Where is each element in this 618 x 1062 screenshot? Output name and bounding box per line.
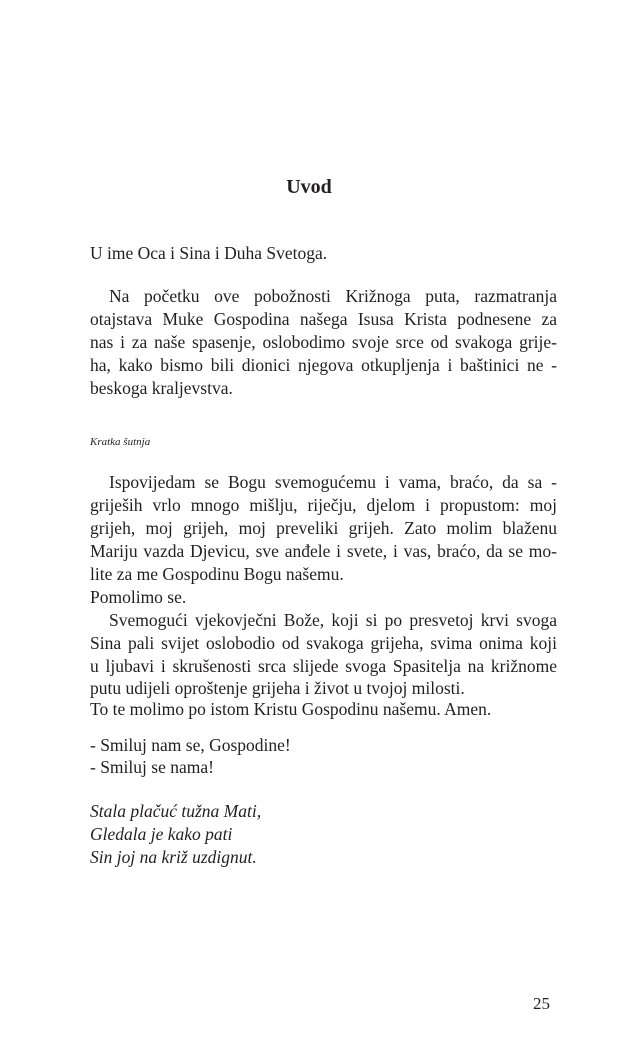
text-line: griješih vrlo mnogo mišlju, riječju, djelom i propustom: moj [90, 495, 557, 515]
opening-line: U ime Oca i Sina i Duha Svetoga. [90, 243, 328, 263]
response-line: - Smiluj nam se, Gospodine! [90, 735, 291, 755]
text-line: lite za me Gospodinu Bogu našemu. [90, 564, 344, 584]
text-line: u ljubavi i skrušenosti srca slijede svoga Spasitelja na križnome [90, 656, 557, 676]
hymn-line: Stala plačuć tužna Mati, [90, 801, 262, 821]
text-line: putu udijeli oproštenje grijeha i život u tvojoj milosti. [90, 678, 465, 698]
text-line: Svemogući vjekovječni Bože, koji si po presvetoj krvi svoga [109, 610, 557, 630]
prayer-intro: Pomolimo se. [90, 587, 187, 607]
text-line: Mariju vazda Djevicu, sve anđele i svete, i vas, braćo, da se mo- [90, 541, 557, 561]
response-line: - Smiluj se nama! [90, 757, 214, 777]
hymn-line: Sin joj na križ uzdignut. [90, 847, 257, 867]
text-line: To te molimo po istom Kristu Gospodinu našemu. Amen. [90, 699, 492, 719]
text-line: otajstava Muke Gospodina našega Isusa Krista podnesene za [90, 309, 557, 329]
text-line: Ispovijedam se Bogu svemogućemu i vama, braćo, da sa - [109, 472, 557, 492]
page-number: 25 [533, 994, 550, 1013]
rubric: Kratka šutnja [90, 436, 151, 448]
text-line: nas i za naše spasenje, oslobodimo svoje srce od svakoga grije- [90, 332, 557, 352]
text-line: ha, kako bismo bili dionici njegova otkupljenja i baštinici ne - [90, 355, 557, 375]
text-line: Na početku ove pobožnosti Križnoga puta, razmatranja [109, 286, 557, 306]
section-title: Uvod [286, 176, 332, 198]
text-line: Sina pali svijet oslobodio od svakoga grijeha, svima onima koji [90, 633, 557, 653]
text-line: beskoga kraljevstva. [90, 378, 233, 398]
hymn-line: Gledala je kako pati [90, 824, 233, 844]
text-line: grijeh, moj grijeh, moj preveliki grijeh. Zato molim blaženu [90, 518, 557, 538]
